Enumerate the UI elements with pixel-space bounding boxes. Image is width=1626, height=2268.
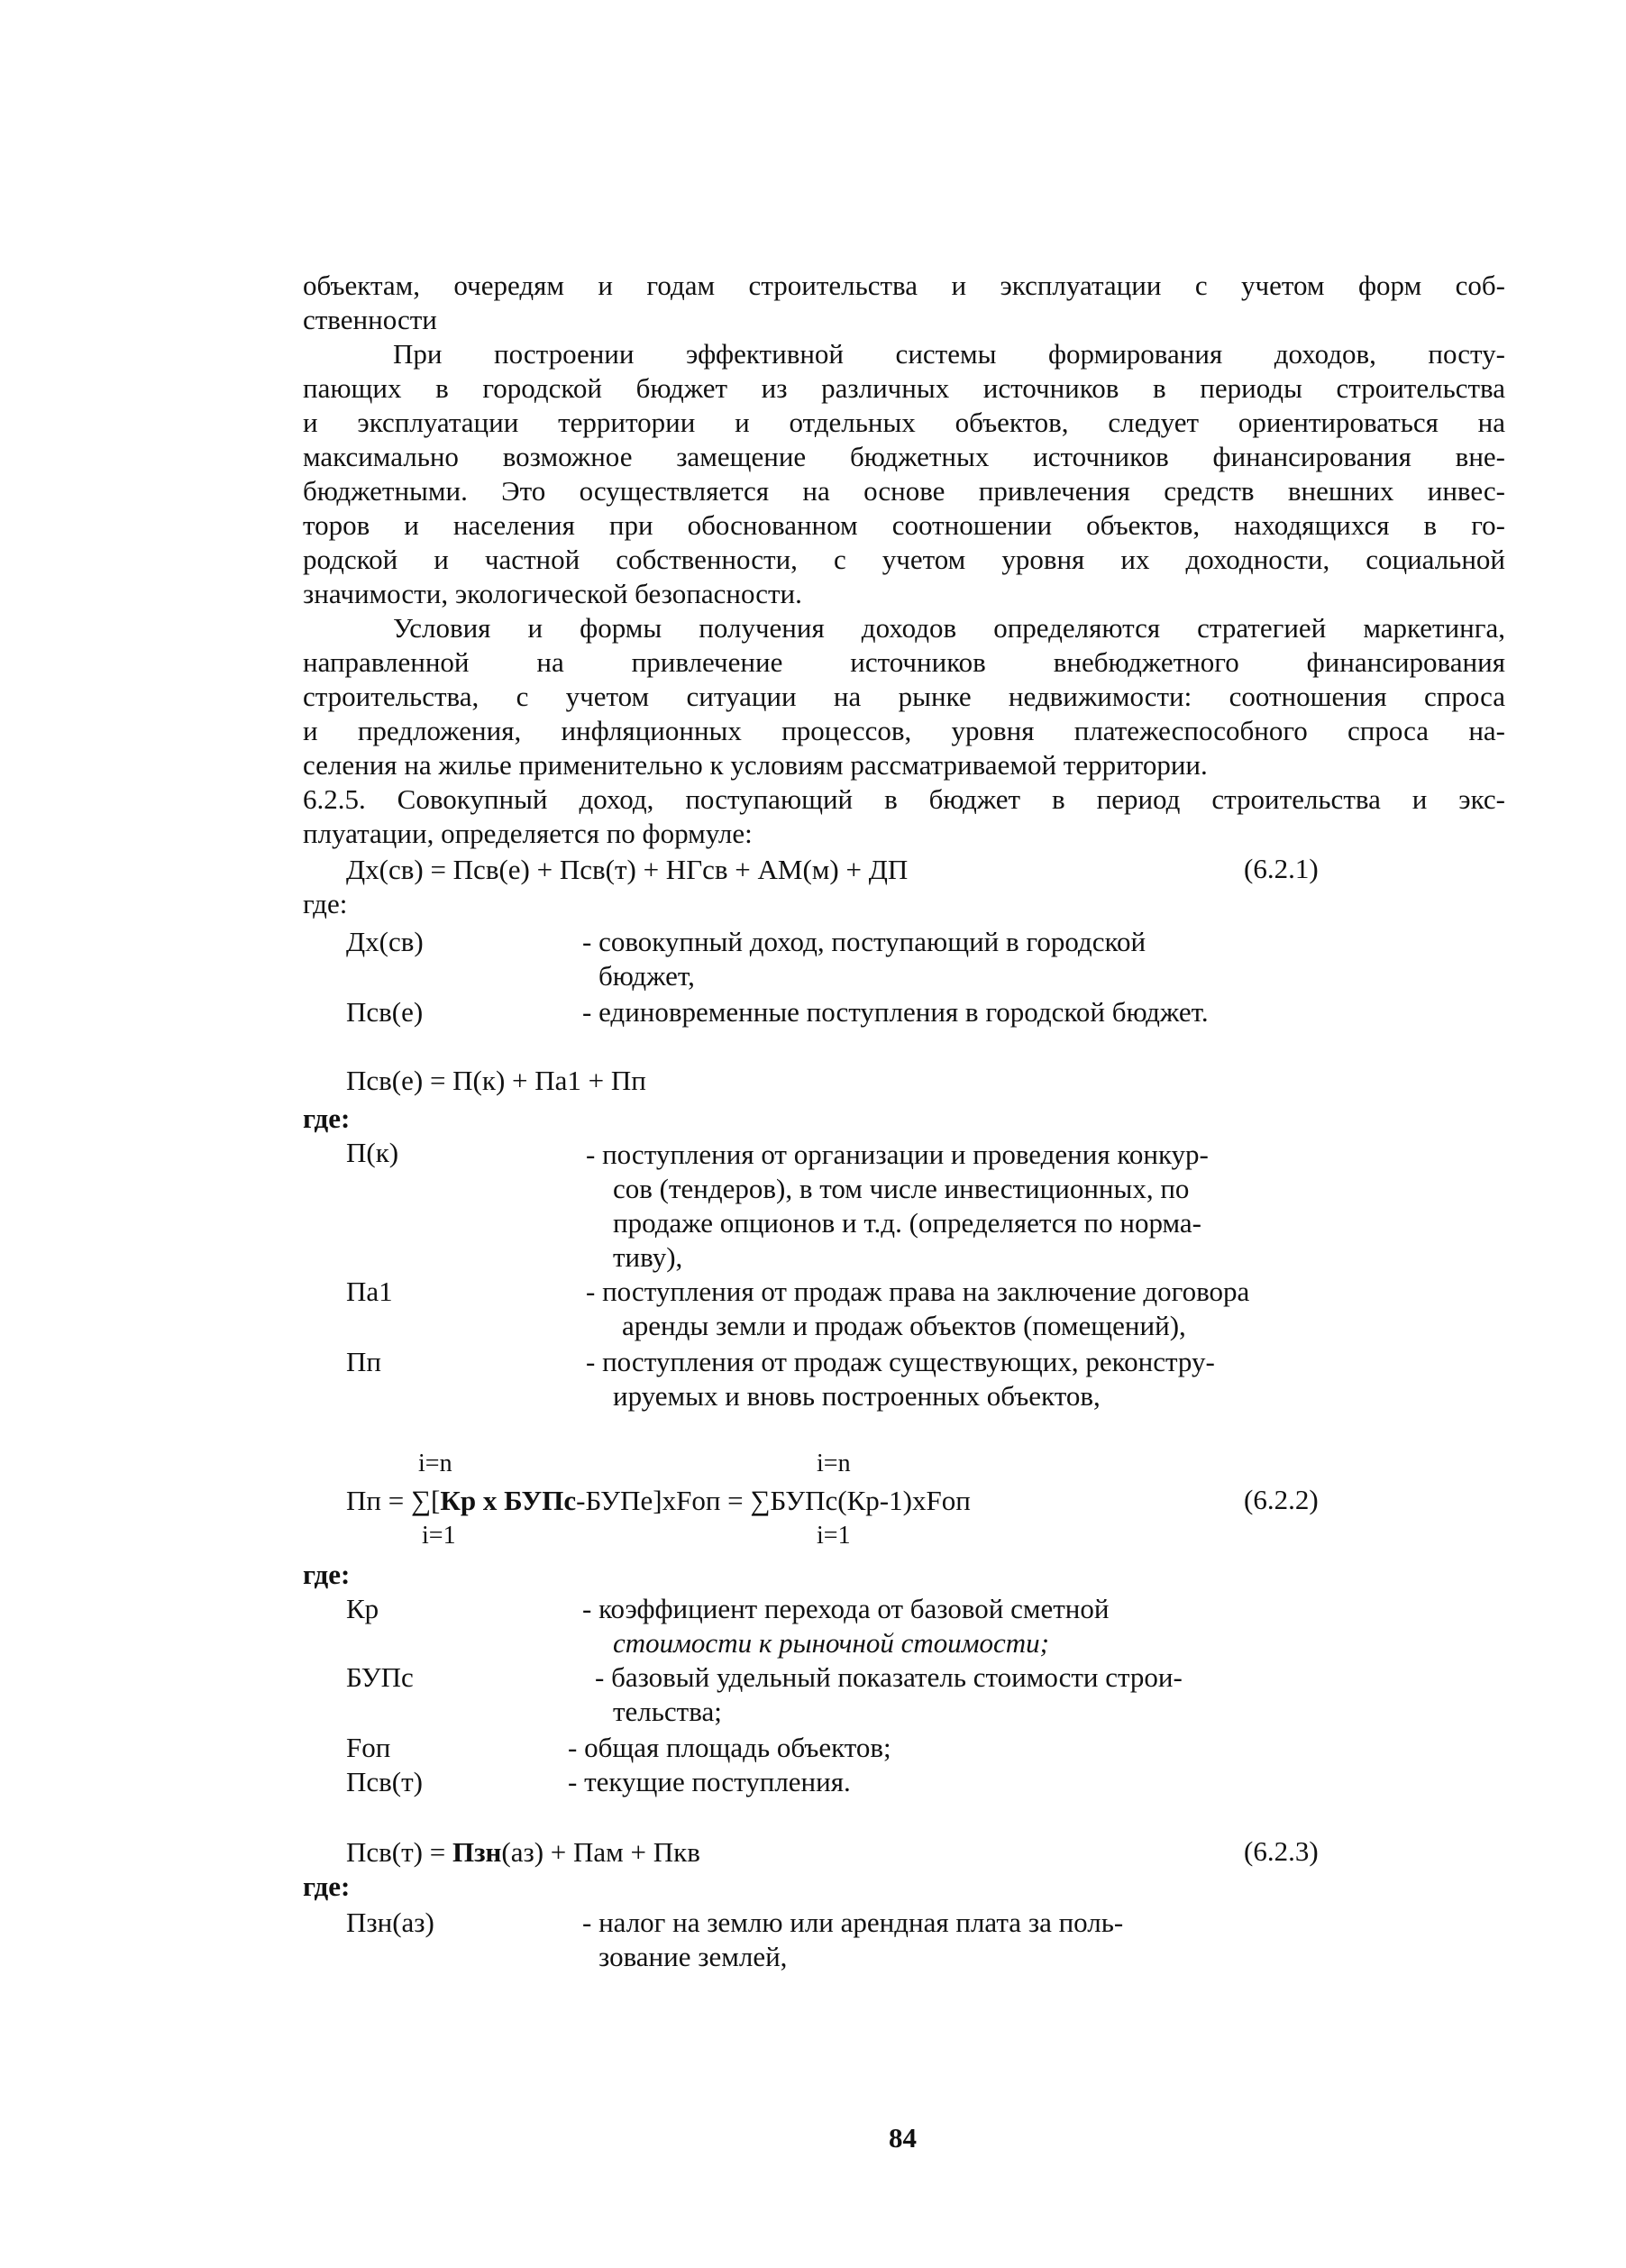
text-line: бюджетными. Это осуществляется на основе привлечения средств внешних инвес- bbox=[303, 475, 1505, 507]
sum-upper-limit: i=n bbox=[418, 1450, 452, 1477]
definition-line: тиву), bbox=[613, 1241, 683, 1273]
definition-line: - поступления от организации и проведения конкур- bbox=[586, 1139, 1209, 1170]
definition-line: стоимости к рыночной стоимости; bbox=[613, 1627, 1049, 1659]
eq-bold-part: Кр х БУПс bbox=[440, 1485, 577, 1516]
definition-line: - единовременные поступления в городской бюджет. bbox=[582, 996, 1209, 1028]
definition-line: аренды земли и продаж объектов (помещений), bbox=[622, 1310, 1186, 1341]
definition-line: бюджет, bbox=[598, 960, 695, 992]
text-line: Условия и формы получения доходов определяются стратегией маркетинга, bbox=[393, 612, 1505, 644]
term: Пзн(аз) bbox=[346, 1907, 434, 1938]
text-line: родской и частной собственности, с учетом уровня их доходности, социальной bbox=[303, 544, 1505, 575]
text-line: ственности bbox=[303, 304, 437, 335]
term: Дх(св) bbox=[346, 926, 424, 957]
definition-line: тельства; bbox=[613, 1696, 722, 1727]
eq-rhs: (аз) + Пам + Пкв bbox=[501, 1836, 700, 1868]
text-line: и эксплуатации территории и отдельных объектов, следует ориентироваться на bbox=[303, 407, 1505, 438]
text-line: торов и населения при обоснованном соотношении объектов, находящихся в го- bbox=[303, 509, 1505, 541]
text-line: 6.2.5. Совокупный доход, поступающий в бюджет в период строительства и экс- bbox=[303, 783, 1505, 815]
sum-lower-limit: i=1 bbox=[422, 1522, 456, 1550]
definition-line: - общая площадь объектов; bbox=[568, 1732, 891, 1763]
eq-lhs: Псв(т) = bbox=[346, 1836, 452, 1868]
definition-line: зование землей, bbox=[598, 1941, 788, 1972]
text-line: пающих в городской бюджет из различных источников в периоды строительства bbox=[303, 372, 1505, 404]
term: Псв(т) bbox=[346, 1766, 423, 1797]
definition-line: сов (тендеров), в том числе инвестиционных, по bbox=[613, 1173, 1190, 1204]
eq-rhs: -БУПе]хFoп = ∑БУПс(Кр-1)хFoп bbox=[576, 1485, 971, 1516]
equation-6-2-3 bbox=[346, 1835, 700, 1870]
page-number: 84 bbox=[889, 2122, 917, 2154]
sum-upper-limit: i=n bbox=[817, 1450, 851, 1477]
equation-psv-e: Псв(е) = П(к) + Па1 + Пп bbox=[346, 1065, 646, 1096]
text-line: максимально возможное замещение бюджетных источников финансирования вне- bbox=[303, 441, 1505, 472]
term: Па1 bbox=[346, 1276, 393, 1307]
definition-line: продаже опционов и т.д. (определяется по норма- bbox=[613, 1207, 1201, 1239]
where-label: где: bbox=[303, 1870, 351, 1902]
definition-line: - поступления от продаж существующих, реконстру- bbox=[586, 1346, 1215, 1377]
equation-6-2-1: Дх(св) = Псв(е) + Псв(т) + НГсв + АМ(м) + ДП bbox=[346, 854, 909, 885]
where-label: где: bbox=[303, 1559, 351, 1590]
term: Пп bbox=[346, 1346, 381, 1377]
text-line: плуатации, определяется по формуле: bbox=[303, 818, 753, 849]
sum-lower-limit: i=1 bbox=[817, 1522, 851, 1550]
text-line: значимости, экологической безопасности. bbox=[303, 578, 802, 609]
equation-6-2-2 bbox=[346, 1484, 971, 1518]
term: Кр bbox=[346, 1593, 379, 1624]
term: Foп bbox=[346, 1732, 391, 1763]
eq-bold-part: Пзн bbox=[452, 1836, 502, 1868]
text-line: При построении эффективной системы формирования доходов, посту- bbox=[393, 338, 1505, 370]
where-label: где: bbox=[303, 1102, 351, 1134]
definition-line: - базовый удельный показатель стоимости строи- bbox=[595, 1661, 1183, 1693]
where-label: где: bbox=[303, 888, 348, 919]
equation-number: (6.2.1) bbox=[1244, 853, 1319, 884]
section-6-2-5 bbox=[303, 782, 1505, 851]
text-line: и предложения, инфляционных процессов, уровня платежеспособного спроса на- bbox=[303, 715, 1505, 746]
definition-line: - совокупный доход, поступающий в городской bbox=[582, 926, 1146, 957]
term: Псв(е) bbox=[346, 996, 424, 1028]
text-line: селения на жилье применительно к условиям рассматриваемой территории. bbox=[303, 749, 1208, 781]
definition-line: - налог на землю или арендная плата за поль- bbox=[582, 1907, 1124, 1938]
definition-line: ируемых и вновь построенных объектов, bbox=[613, 1380, 1101, 1412]
eq-lhs: Пп = ∑[ bbox=[346, 1485, 441, 1516]
text-line: направленной на привлечение источников внебюджетного финансирования bbox=[303, 646, 1505, 678]
text-line: объектам, очередям и годам строительства и эксплуатации с учетом форм соб- bbox=[303, 270, 1505, 301]
text-line: строительства, с учетом ситуации на рынке недвижимости: соотношения спроса bbox=[303, 681, 1505, 712]
paragraph-2 bbox=[303, 337, 1505, 611]
definition-line: - текущие поступления. bbox=[568, 1766, 851, 1797]
paragraph-1 bbox=[303, 269, 1505, 337]
definition-line: - поступления от продаж права на заключение договора bbox=[586, 1276, 1250, 1307]
equation-number: (6.2.2) bbox=[1244, 1484, 1319, 1515]
definition-line: - коэффициент перехода от базовой сметной bbox=[582, 1593, 1110, 1624]
term: П(к) bbox=[346, 1137, 399, 1168]
paragraph-3 bbox=[303, 611, 1505, 782]
equation-number: (6.2.3) bbox=[1244, 1835, 1319, 1867]
term: БУПс bbox=[346, 1661, 414, 1693]
